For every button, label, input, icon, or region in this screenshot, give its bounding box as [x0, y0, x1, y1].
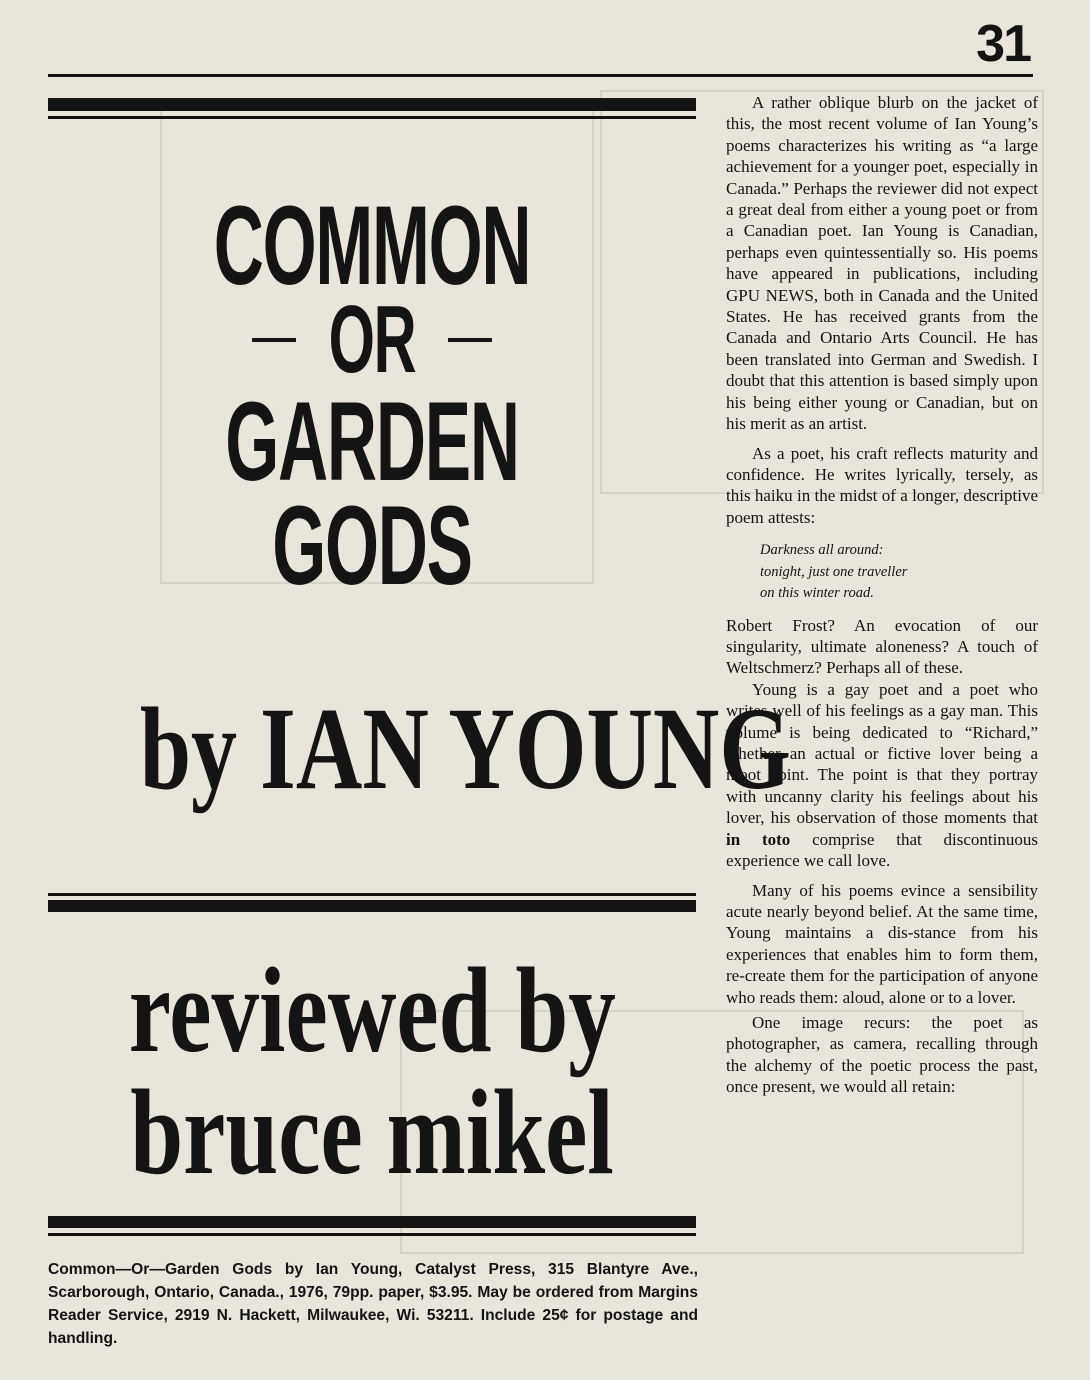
review-paragraph-6: One image recurs: the poet as photographer, as camera, recalling through the alchemy of the poetic process the past, once present, we would all retain:	[726, 1012, 1038, 1097]
middle-rule	[48, 900, 696, 912]
haiku-line-3: on this winter road.	[760, 585, 874, 602]
haiku-quote	[760, 540, 1038, 605]
review-paragraph-1: A rather oblique blurb on the jacket of this, the most recent volume of Ian Young’s poems characterizes his writing as “a large achievement for a younger poet, especially in Canada.” Perhaps the reviewer did not expect a great deal from either a young poet or from a Canadian poet. Ian Young is Canadian, perhaps even quintessentially so. His poems have appeared in publications, including GPU NEWS, both in Canada and the United States. He has received grants from the Canada and Ontario Arts Council. He has been translated into German and Swedish. I doubt that this attention is based simply upon his being either young or Canadian, but on his merit as an artist.	[726, 93, 1038, 434]
review-paragraph-4	[726, 679, 1038, 872]
byline-reviewer-text-1: reviewed by	[128, 943, 616, 1078]
review-paragraph-2: As a poet, his craft reflects maturity and confidence. He writes lyrically, tersely, as this haiku in the midst of a longer, descriptive poem attests:	[726, 443, 1038, 527]
headline-bottom-rule	[48, 1216, 696, 1228]
book-citation: Common—Or—Garden Gods by Ian Young, Catalyst Press, 315 Blantyre Ave., Scarborough, Ontario, Canada., 1976, 79pp. paper, $3.95. May be ordered from Margins Reader Service, 2919 N. Hackett, Milwaukee, Wi. 53211. Include 25¢ for postage and handling.	[48, 1261, 698, 1347]
paragraph-gap	[726, 872, 1038, 880]
review-paragraph-5: Many of his poems evince a sensibility acute nearly beyond belief. At the same time, Young maintains a dis-stance from his experiences that enables him to form them, re-create them for the participation of anyone who reads them: aloud, alone or to a lover.	[726, 880, 1038, 1007]
page-number: 31	[976, 15, 1030, 73]
p4-text-after: comprise that discontinuous experience we call love.	[726, 829, 1038, 871]
byline-reviewer-text-2: bruce mikel	[130, 1065, 614, 1200]
p4-text-before: Young is a gay poet and a poet who writes well of his feelings as a gay man. This volume is being dedicated to “Richard,” whether an actual or fictive lover being a moot point. The point is that they portray with uncanny clarity his feelings about his lover, his observation of those moments that	[726, 679, 1038, 828]
headline-line-common: COMMON	[213, 183, 531, 308]
headline-top-rule	[48, 98, 696, 111]
headline-line-or	[48, 286, 696, 393]
byline-author-text: by IAN YOUNG	[139, 683, 791, 814]
or-dash-left	[252, 338, 296, 342]
headline-or-text: OR	[328, 286, 416, 393]
p4-emphasis: in toto	[726, 829, 791, 849]
headline-bottom-rule-thin	[48, 1233, 696, 1236]
review-column	[726, 92, 1038, 1098]
headline-title	[48, 183, 696, 608]
byline-reviewer-line2	[48, 1065, 696, 1200]
byline-author	[48, 683, 791, 814]
middle-rule-thin	[48, 893, 696, 896]
headline-top-rule-thin	[48, 116, 696, 119]
byline-reviewer-line1	[48, 943, 696, 1078]
paragraph-gap	[726, 435, 1038, 443]
headline-line-garden: GARDEN	[225, 379, 519, 504]
review-paragraph-3: Robert Frost? An evocation of our singularity, ultimate aloneness? A touch of Weltschmerz? Perhaps all of these.	[726, 615, 1038, 678]
haiku-line-1: Darkness all around:	[760, 542, 884, 559]
headline-line-gods: GODS	[272, 483, 472, 608]
haiku-line-2: tonight, just one traveller	[760, 563, 908, 580]
or-dash-right	[448, 338, 492, 342]
top-rule	[48, 74, 1033, 77]
